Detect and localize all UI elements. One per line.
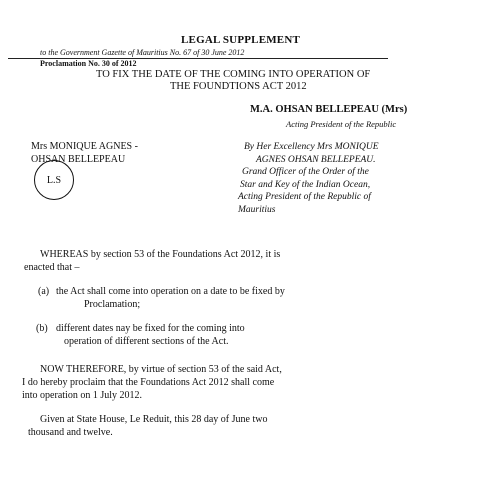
whereas-paragraph [24,249,280,275]
excellency-line: Acting President of the Republic of [238,192,371,203]
paragraph-line: into operation on 1 July 2012. [22,389,142,401]
seal-circle [34,160,74,200]
proclamation-number: Proclamation No. 30 of 2012 [40,59,137,68]
paragraph-line: different dates nay be fixed for the coming into [56,323,245,334]
gazette-reference: to the Government Gazette of Mauritius No. 67 of 30 June 2012 [40,48,245,57]
excellency-line: Grand Officer of the Order of the [242,167,369,178]
paragraph-line: operation of different sections of the Act. [64,335,229,347]
signatory-name: M.A. OHSAN BELLEPEAU (Mrs) [250,104,408,115]
paragraph-line: Proclamation; [84,298,141,310]
item-a-marker: (a) [38,286,50,297]
given-at-paragraph [24,414,267,440]
item-b-text [56,323,245,349]
excellency-line: Star and Key of the Indian Ocean, [240,179,371,190]
paragraph-line: the Act shall come into operation on a date to be fixed by [56,286,285,297]
left-name-line-2: OHSAN BELLEPEAU [31,154,126,165]
excellency-line: AGNES OHSAN BELLEPEAU. [256,154,376,165]
excellency-line: Mauritius [238,204,276,215]
paragraph-line: Given at State House, Le Reduit, this 28 day of June two [40,414,268,425]
signatory-role: Acting President of the Republic [286,119,397,129]
paragraph-line: enacted that – [24,261,80,273]
excellency-block [238,141,379,217]
left-name-line-1: Mrs MONIQUE AGNES - [31,141,138,152]
document-title-line-1: TO FIX THE DATE OF THE COMING INTO OPERATION OF [96,69,371,80]
document-title-line-2: THE FOUNDTIONS ACT 2012 [170,81,307,92]
seal-label: L.S [46,174,62,186]
paragraph-line: WHEREAS by section 53 of the Foundations Act 2012, it is [40,249,281,260]
paragraph-line: I do hereby proclaim that the Foundations Act 2012 shall come [22,376,275,388]
item-a-text [56,286,285,312]
excellency-line: By Her Excellency Mrs MONIQUE [244,142,379,152]
paragraph-line: thousand and twelve. [28,426,113,438]
paragraph-line: NOW THEREFORE, by virtue of section 53 of the said Act, [40,364,282,375]
now-therefore-paragraph [22,364,282,402]
item-b-marker: (b) [36,323,48,334]
supplement-title: LEGAL SUPPLEMENT [181,34,301,46]
